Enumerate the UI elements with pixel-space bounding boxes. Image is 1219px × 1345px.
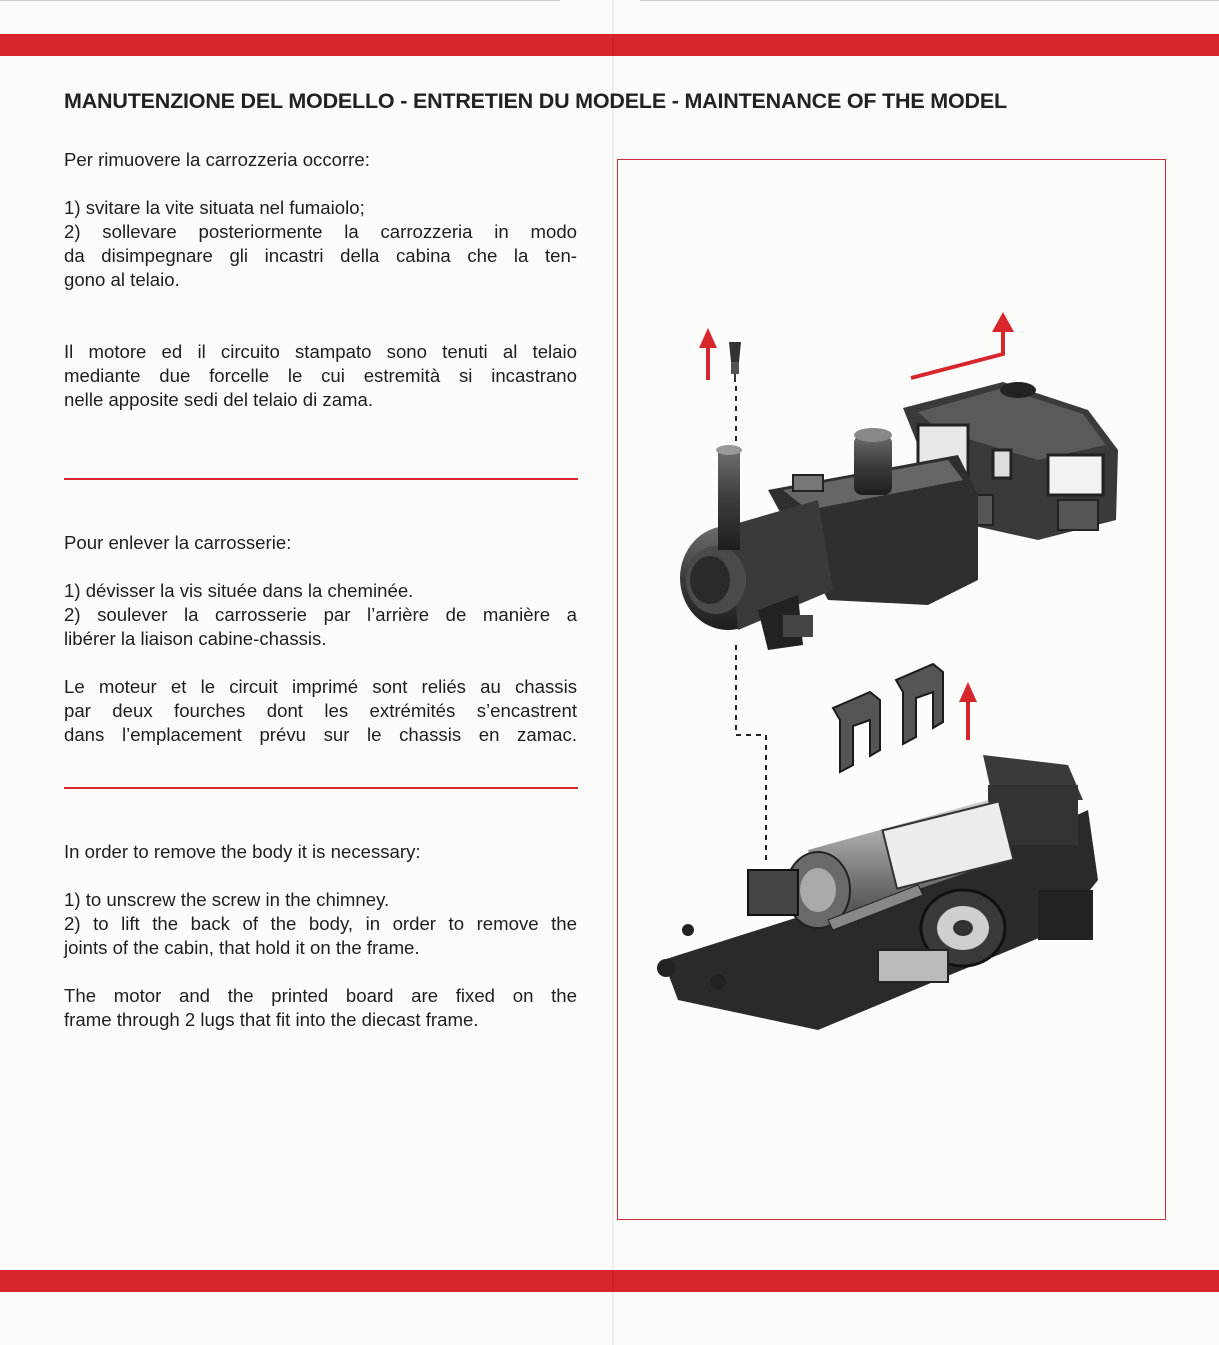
- locomotive-body: [680, 382, 1118, 650]
- section-divider: [64, 787, 578, 789]
- english-note-line: frame through 2 lugs that fit into the diecast frame.: [64, 1009, 479, 1030]
- exploded-diagram: [617, 159, 1166, 1220]
- bottom-red-band: [0, 1270, 1219, 1292]
- up-arrow-icon: [699, 328, 717, 380]
- italian-section: [64, 148, 577, 412]
- italian-intro: Per rimuovere la carrozzeria occorre:: [64, 149, 370, 170]
- italian-note-line: nelle apposite sedi del telaio di zama.: [64, 389, 374, 410]
- up-arrow-icon: [959, 682, 977, 740]
- english-step-2-line: joints of the cabin, that hold it on the frame.: [64, 937, 420, 958]
- section-divider: [64, 478, 578, 480]
- italian-step-1: 1) svitare la vite situata nel fumaiolo;: [64, 197, 365, 218]
- italian-step-2-line: gono al telaio.: [64, 269, 180, 290]
- english-step-2-line: 2) to lift the back of the body, in order to remove the: [64, 913, 577, 934]
- italian-step-2-line: 2) sollevare posteriormente la carrozzeria in modo: [64, 221, 577, 242]
- french-note-line: dans l’emplacement prévu sur le chassis en zamac.: [64, 724, 577, 745]
- top-red-band: [0, 34, 1219, 56]
- french-step-1: 1) dévisser la vis située dans la cheminée.: [64, 580, 414, 601]
- italian-note-line: Il motore ed il circuito stampato sono tenuti al telaio: [64, 341, 577, 362]
- italian-note-line: mediante due forcelle le cui estremità si incastrano: [64, 365, 577, 386]
- italian-step-2-line: da disimpegnare gli incastri della cabina che la ten-: [64, 245, 577, 266]
- english-section: [64, 840, 577, 1032]
- page-fold: [612, 0, 614, 1345]
- english-step-1: 1) to unscrew the screw in the chimney.: [64, 889, 390, 910]
- french-step-2-line: libérer la liaison cabine-chassis.: [64, 628, 327, 649]
- french-step-2-line: 2) soulever la carrosserie par l’arrière de manière a: [64, 604, 577, 625]
- locomotive-chassis: [657, 755, 1098, 1030]
- lift-up-arrow-icon: [911, 312, 1014, 378]
- english-intro: In order to remove the body it is necessary:: [64, 841, 421, 862]
- top-edge-line-right: [640, 0, 1219, 1]
- french-note-line: Le moteur et le circuit imprimé sont reliés au chassis: [64, 676, 577, 697]
- french-section: [64, 531, 577, 747]
- french-note-line: par deux fourches dont les extrémités s’encastrent: [64, 700, 577, 721]
- english-note-line: The motor and the printed board are fixed on the: [64, 985, 577, 1006]
- assembly-path-line: [736, 645, 766, 860]
- lug-icon: [896, 664, 943, 744]
- top-edge-line: [0, 0, 560, 1]
- screw-icon: [729, 342, 741, 382]
- lug-icon: [833, 692, 880, 772]
- page-title: MANUTENZIONE DEL MODELLO - ENTRETIEN DU MODELE - MAINTENANCE OF THE MODEL: [64, 89, 1007, 113]
- french-intro: Pour enlever la carrosserie:: [64, 532, 292, 553]
